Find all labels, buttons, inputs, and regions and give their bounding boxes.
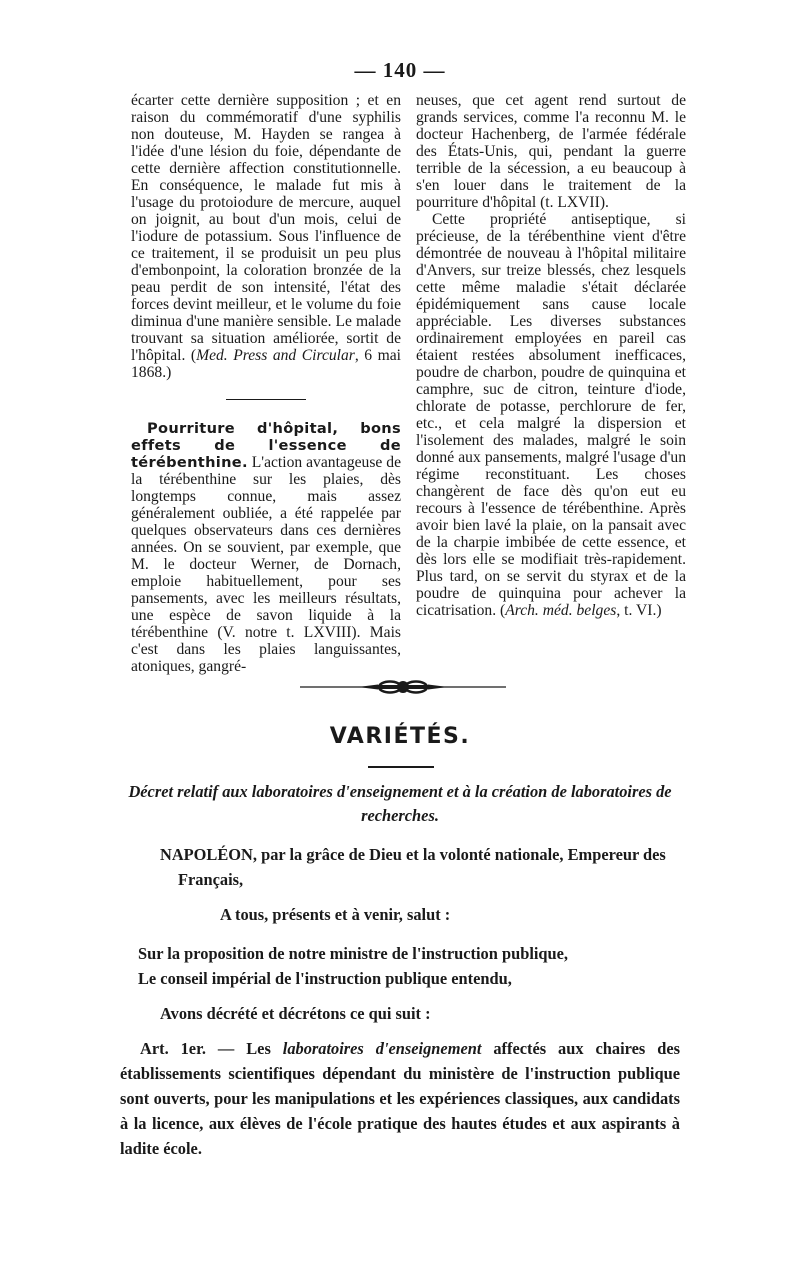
right-paragraph-2-text: Cette propriété antiseptique, si précieuse, de la térébenthine vient d'être démontrée de nouveau à l'hôpital militaire d'Anvers, sur treize blessés, chez lesquels cette même maladie s'était déclarée épidémiquement sans cause locale appréciable. Les diverses substances ordinairement employées en pareil cas étaient restées absolument inefficaces, poudre de charbon, poudre de quinquina et camphre, suc de citron, teinture d'iode, chlorate de potasse, perchlorure de fer, etc., et cela malgré la dispersion et l'isolement des malades, malgré le soin donné aux pansements, malgré l'usage d'un régime reconstituant. Les choses changèrent de face dès qu'on eut eu recours à l'essence de térébenthine. Après avoir bien lavé la plaie, on la pansait avec de la charpie imbibée de cette essence, et dès lors elle se modifiait très-rapidement. Plus tard, on se servit du styrax et de la poudre de quinquina pour achever la cicatrisation. ( [416,211,686,619]
decree-title: Décret relatif aux laboratoires d'enseignement et à la création de laboratoires de recherches. [128,782,672,825]
left-citation-source: Med. Press and Circular [196,347,355,364]
right-paragraph-1: neuses, que cet agent rend surtout de grands services, comme l'a reconnu M. le docteur Hachenberg, de l'armée fédérale des États-Unis, qui, pendant la guerre terrible de la sécession, a eu beaucoup à s'en louer dans le traitement de la pourriture d'hôpital (t. LXVII). [416,92,686,211]
decree-conseil: Le conseil impérial de l'instruction publique entendu, [138,969,512,988]
ornament-divider-icon [300,679,506,695]
left-column [131,92,401,675]
left-citation-rest: , 6 mai 1868.) [131,347,401,381]
decree-section [120,780,680,1161]
section-divider [226,399,306,400]
left-paragraph-1-text: écarter cette dernière supposition ; et en raison du commémoratif d'une syphilis non douteuse, M. Hayden se rangea à l'idée d'une lésion du foie, dépendante de cette dernière affection constitutionnelle. En conséquence, le malade fut mis à l'usage du protoiodure de mercure, auquel on joignit, au bout d'un mois, celui de l'iodure de potassium. Sous l'influence de ce traitement, il se produisit un peu plus d'embonpoint, la coloration bronzée de la peau perdit de son intensité, l'état des forces devint meilleur, et le volume du foie diminua d'une manière sensible. Le malade trouvant sa situation améliorée, sortit de l'hôpital. [131,92,401,364]
right-citation-rest: , t. VI.) [616,602,662,619]
left-citation-open: ( [190,347,197,364]
right-paragraph-2 [416,211,686,619]
title-rule [368,766,434,768]
right-column [416,92,686,619]
left-paragraph-1 [131,92,401,381]
decree-napoleon-cont: Français, [178,870,244,889]
decree-napoleon: NAPOLÉON, par la grâce de Dieu et la volonté nationale, Empereur des [160,845,666,864]
decree-article-1 [120,1036,680,1161]
article-text: affectés aux chaires des établissements scientifiques dépendant du ministère de l'instruction publique sont ouverts, pour les manipulations et les expériences classiques, aux candidats à la licence, aux élèves de l'école pratique des hautes études et aux aspirants à ladite école. [120,1039,680,1158]
section-heading: Pourriture d'hôpital, bons effets de l'essence de térébenthine. [131,420,401,471]
left-paragraph-2 [131,420,401,675]
decree-proposition: Sur la proposition de notre ministre de l'instruction publique, [138,944,569,963]
left-paragraph-2-text: L'action avantageuse de la térébenthine sur les plaies, dès longtemps connue, mais assez généralement oubliée, a été rappelée par quelques observateurs dans ces dernières années. On se souvient, par exemple, que M. le docteur Werner, de Dornach, emploie habituellement, pour ses pansements, avec les meilleurs résultats, une espèce de savon liquide à la térébenthine (V. notre t. LXVIII). Mais c'est dans les plaies languissantes, atoniques, gangré- [131,454,401,675]
varietes-title: VARIÉTÉS. [329,724,471,749]
page-number: — 140 — [354,58,446,82]
article-emphasis: laboratoires d'enseignement [282,1039,482,1058]
decree-enactment: Avons décrété et décrétons ce qui suit : [160,1004,431,1023]
right-citation-source: Arch. méd. belges [505,602,617,619]
article-label: Art. 1er. — Les [140,1039,283,1058]
decree-salutation: A tous, présents et à venir, salut : [220,905,451,924]
